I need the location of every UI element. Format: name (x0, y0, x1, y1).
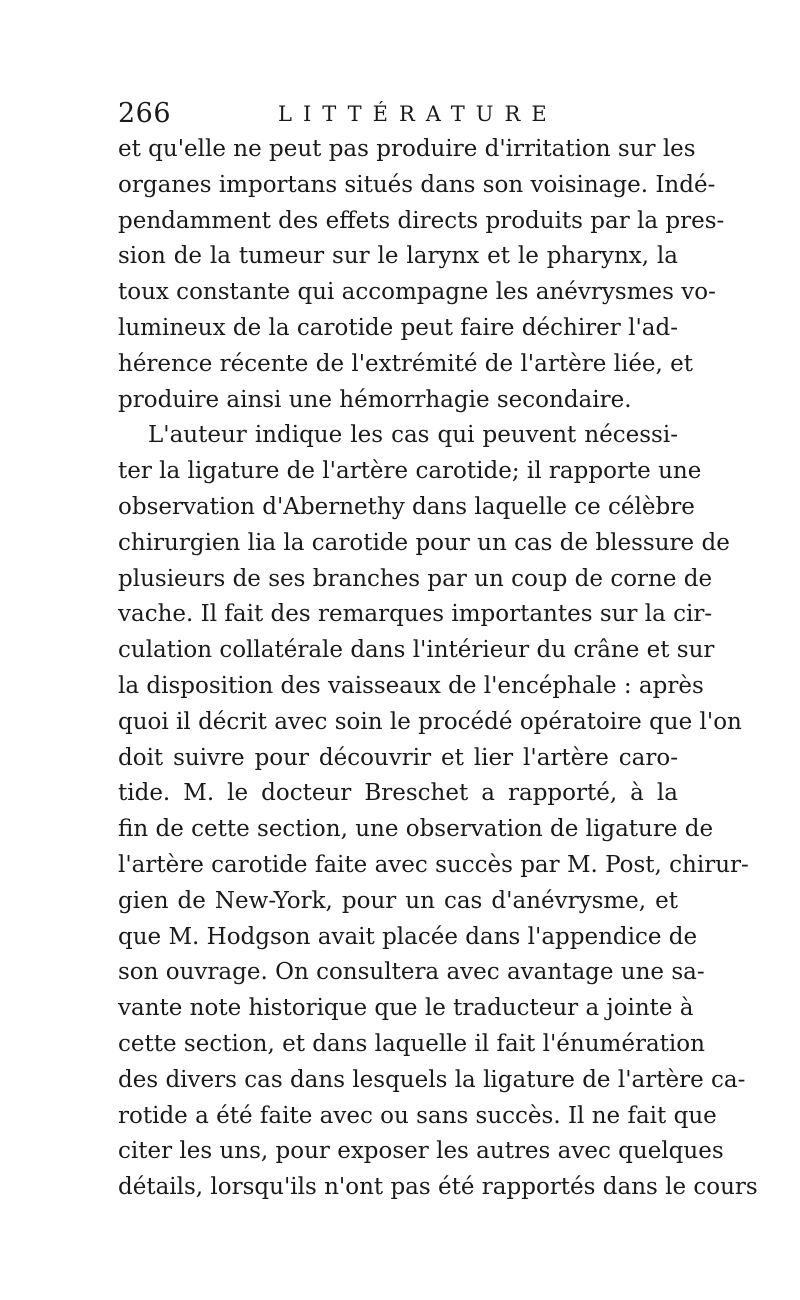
section-title: LITTÉRATURE (278, 102, 558, 126)
text-line: chirurgien lia la carotide pour un cas de blessure de (118, 529, 730, 556)
text-line: plusieurs de ses branches par un coup de corne de (118, 565, 713, 592)
text-line: citer les uns, pour exposer les autres avec quelques (118, 1138, 724, 1165)
text-line: quoi il décrit avec soin le procédé opératoire que l'on (118, 708, 742, 735)
text-line: la disposition des vaisseaux de l'encéphale : après (118, 672, 704, 699)
text-line: l'artère carotide faite avec succès par M. Post, chirur- (118, 851, 749, 878)
text-line: culation collatérale dans l'intérieur du crâne et sur (118, 637, 715, 664)
text-line: L'auteur indique les cas qui peuvent nécessi- (148, 422, 678, 449)
running-head (118, 94, 688, 134)
text-line: toux constante qui accompagne les anévrysmes vo- (118, 279, 716, 306)
page-number: 266 (118, 98, 172, 129)
text-line: que M. Hodgson avait placée dans l'appendice de (118, 923, 698, 950)
text-line: observation d'Abernethy dans laquelle ce célèbre (118, 493, 695, 520)
text-line: fin de cette section, une observation de ligature de (118, 816, 714, 843)
text-line: cette section, et dans laquelle il fait l'énumération (118, 1030, 705, 1057)
text-line: tide. M. le docteur Breschet a rapporté, à la (118, 780, 678, 807)
text-line: pendamment des effets directs produits par la pres- (118, 207, 725, 234)
text-line: organes importans situés dans son voisinage. Indé- (118, 171, 716, 198)
text-line: sion de la tumeur sur le larynx et le pharynx, la (118, 243, 678, 270)
text-line: vache. Il fait des remarques importantes sur la cir- (118, 601, 713, 628)
text-line: rotide a été faite avec ou sans succès. Il ne fait que (118, 1102, 717, 1129)
text-line: gien de New-York, pour un cas d'anévrysme, et (118, 887, 678, 914)
text-line: lumineux de la carotide peut faire déchirer l'ad- (118, 314, 678, 341)
text-line: produire ainsi une hémorrhagie secondaire. (118, 386, 632, 413)
text-line: doit suivre pour découvrir et lier l'artère caro- (118, 744, 678, 771)
text-line: et qu'elle ne peut pas produire d'irritation sur les (118, 136, 696, 162)
text-line: détails, lorsqu'ils n'ont pas été rapportés dans le cours (118, 1174, 758, 1201)
text-line: hérence récente de l'extrémité de l'artère liée, et (118, 350, 694, 377)
text-line: des divers cas dans lesquels la ligature de l'artère ca- (118, 1066, 746, 1093)
text-line: ter la ligature de l'artère carotide; il rapporte une (118, 458, 702, 485)
text-line: vante note historique que le traducteur a jointe à (118, 995, 694, 1022)
text-line: son ouvrage. On consultera avec avantage une sa- (118, 959, 705, 986)
body-text (118, 132, 758, 1206)
